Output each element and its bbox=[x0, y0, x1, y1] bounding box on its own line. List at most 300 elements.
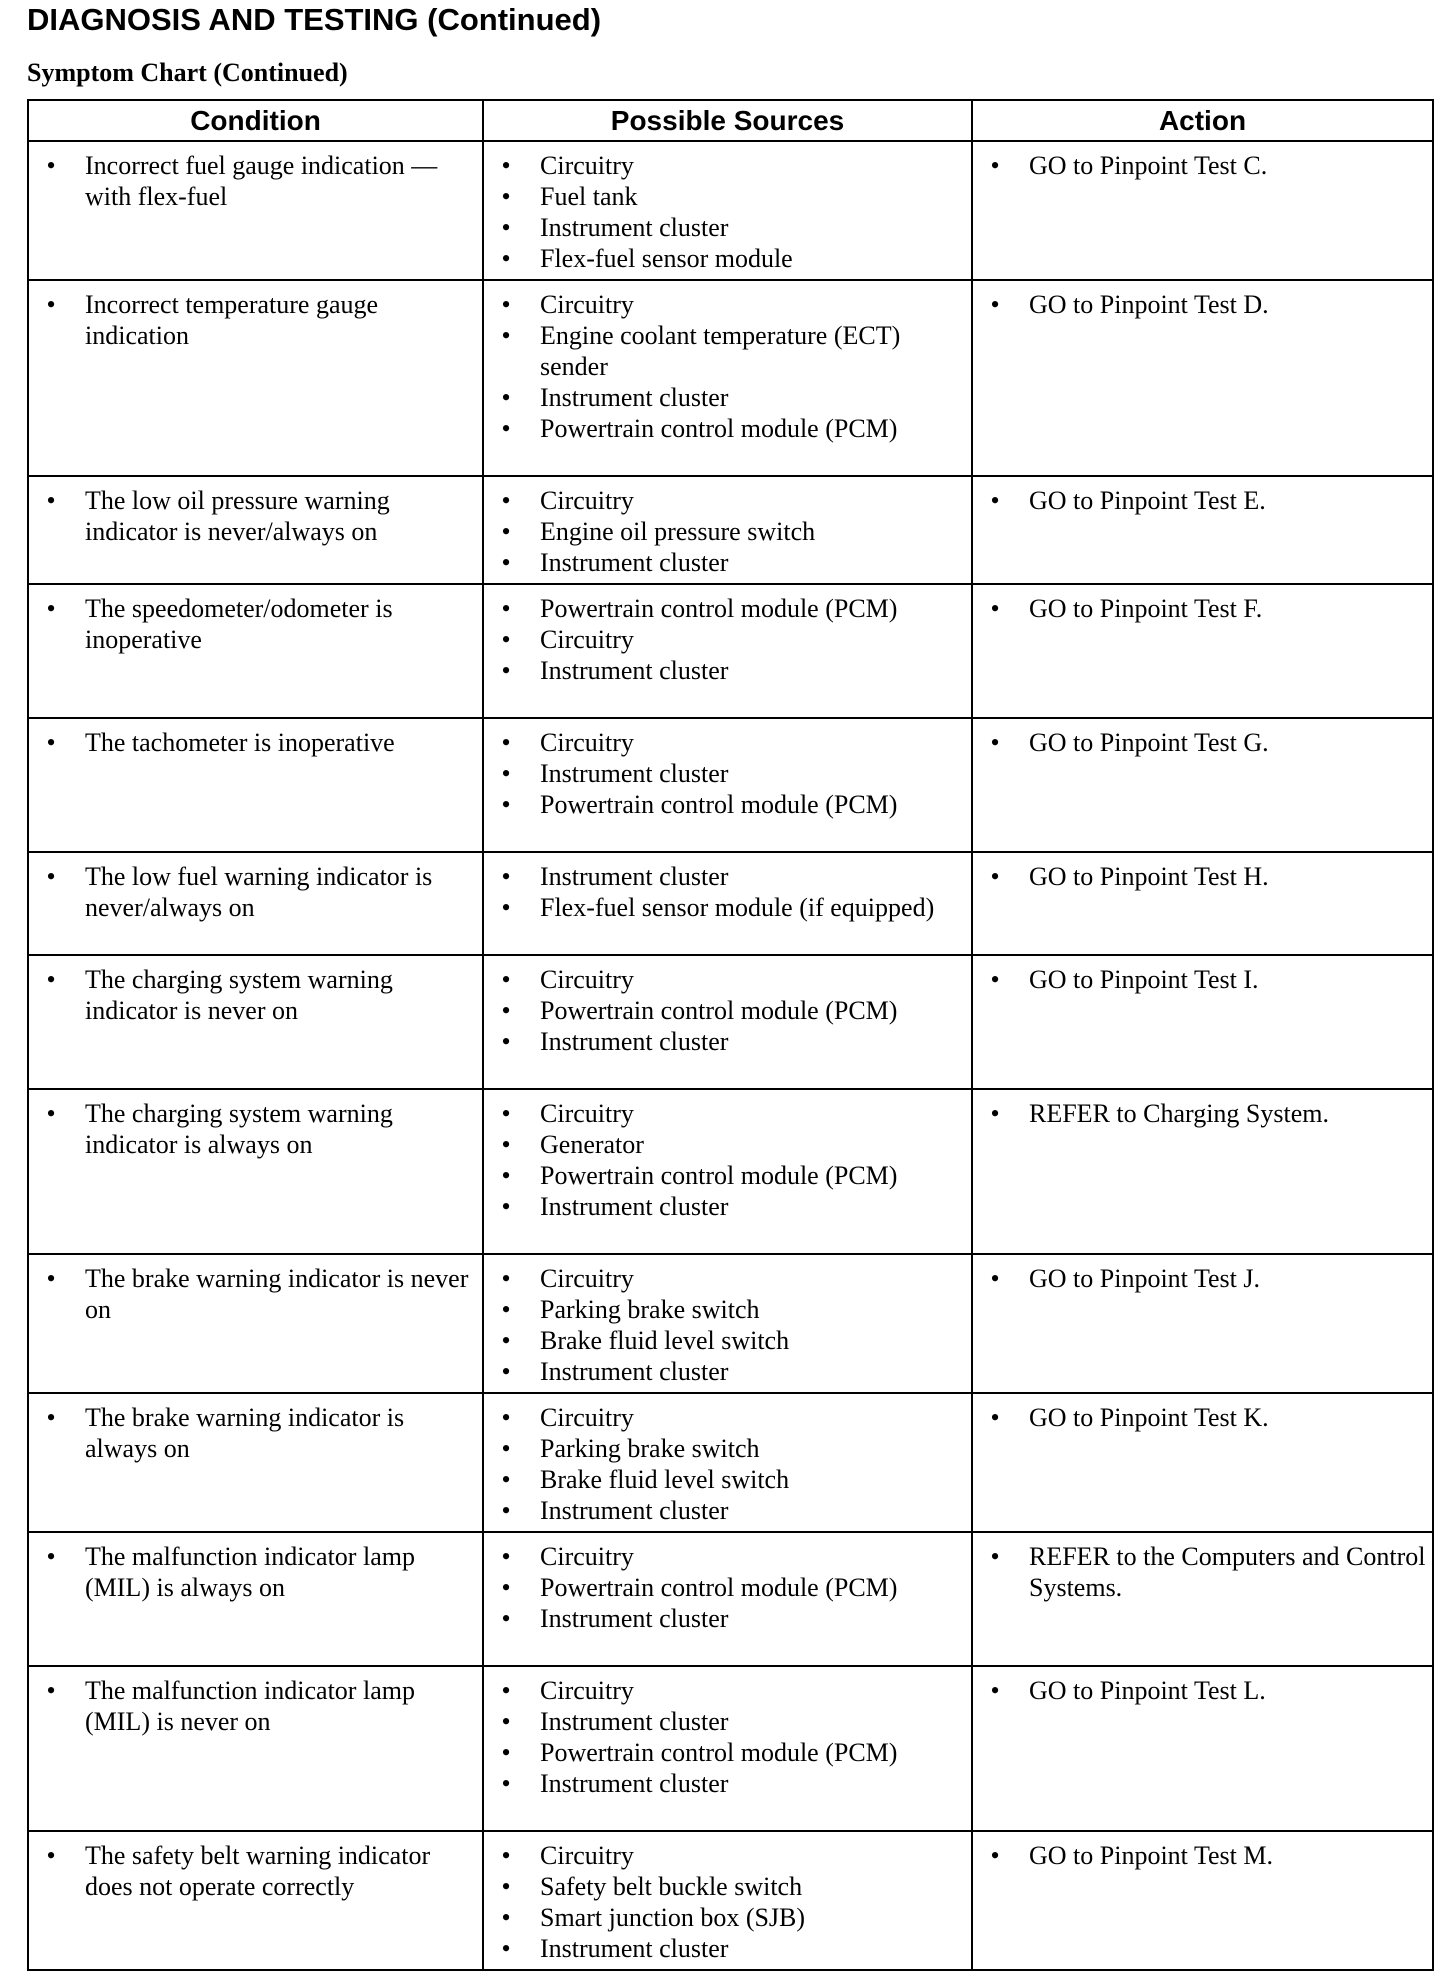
bullet-list bbox=[973, 719, 1432, 763]
bullet-list bbox=[29, 585, 482, 660]
source-item bbox=[484, 413, 965, 444]
source-item-text: Circuitry bbox=[540, 151, 634, 180]
bullet-icon: • bbox=[501, 517, 511, 546]
bullet-icon: • bbox=[990, 151, 1000, 180]
bullet-icon: • bbox=[990, 290, 1000, 319]
table-row bbox=[28, 1254, 1433, 1393]
bullet-icon: • bbox=[501, 1264, 511, 1293]
bullet-icon: • bbox=[501, 1841, 511, 1870]
source-item-text: Circuitry bbox=[540, 1676, 634, 1705]
bullet-list bbox=[484, 585, 971, 691]
bullet-icon: • bbox=[990, 862, 1000, 891]
condition-item bbox=[29, 1840, 476, 1902]
bullet-icon: • bbox=[46, 728, 56, 757]
condition-item-text: Incorrect fuel gauge indication — with flex-fuel bbox=[85, 151, 438, 211]
source-item-text: Circuitry bbox=[540, 1264, 634, 1293]
table-row bbox=[28, 1089, 1433, 1254]
bullet-icon: • bbox=[501, 1707, 511, 1736]
bullet-icon: • bbox=[501, 893, 511, 922]
action-cell bbox=[972, 852, 1433, 955]
column-header-condition: Condition bbox=[28, 100, 483, 141]
source-item bbox=[484, 1706, 965, 1737]
bullet-list bbox=[29, 477, 482, 552]
possible-sources-cell bbox=[483, 1393, 972, 1532]
source-item-text: Instrument cluster bbox=[540, 1357, 729, 1386]
bullet-icon: • bbox=[46, 1676, 56, 1705]
bullet-icon: • bbox=[501, 759, 511, 788]
source-item-text: Instrument cluster bbox=[540, 1934, 729, 1963]
action-cell bbox=[972, 718, 1433, 852]
action-cell bbox=[972, 584, 1433, 718]
source-item bbox=[484, 655, 965, 686]
source-item-text: Instrument cluster bbox=[540, 1604, 729, 1633]
action-item-text: GO to Pinpoint Test H. bbox=[1029, 862, 1269, 891]
source-item bbox=[484, 1160, 965, 1191]
bullet-list bbox=[484, 1667, 971, 1804]
bullet-icon: • bbox=[501, 1738, 511, 1767]
action-item-text: REFER to the Computers and Control Systems. bbox=[1029, 1542, 1426, 1602]
source-item-text: Instrument cluster bbox=[540, 656, 729, 685]
bullet-icon: • bbox=[501, 1027, 511, 1056]
source-item-text: Instrument cluster bbox=[540, 1769, 729, 1798]
bullet-list bbox=[29, 281, 482, 356]
source-item-text: Powertrain control module (PCM) bbox=[540, 790, 898, 819]
source-item-text: Circuitry bbox=[540, 1099, 634, 1128]
source-item-text: Powertrain control module (PCM) bbox=[540, 414, 898, 443]
source-item bbox=[484, 624, 965, 655]
possible-sources-cell bbox=[483, 1254, 972, 1393]
bullet-list bbox=[484, 956, 971, 1062]
bullet-list bbox=[29, 1667, 482, 1742]
bullet-icon: • bbox=[501, 1542, 511, 1571]
source-item bbox=[484, 1603, 965, 1634]
source-item-text: Powertrain control module (PCM) bbox=[540, 1161, 898, 1190]
bullet-icon: • bbox=[501, 862, 511, 891]
bullet-icon: • bbox=[46, 290, 56, 319]
source-item bbox=[484, 1737, 965, 1768]
bullet-icon: • bbox=[501, 1326, 511, 1355]
bullet-icon: • bbox=[501, 321, 511, 350]
condition-item-text: The speedometer/odometer is inoperative bbox=[85, 594, 393, 654]
source-item-text: Instrument cluster bbox=[540, 759, 729, 788]
bullet-list bbox=[29, 853, 482, 928]
source-item bbox=[484, 1675, 965, 1706]
source-item bbox=[484, 150, 965, 181]
source-item-text: Circuitry bbox=[540, 1841, 634, 1870]
bullet-icon: • bbox=[501, 244, 511, 273]
bullet-icon: • bbox=[501, 965, 511, 994]
bullet-list bbox=[973, 142, 1432, 186]
source-item bbox=[484, 1325, 965, 1356]
bullet-list bbox=[484, 477, 971, 583]
bullet-icon: • bbox=[501, 1573, 511, 1602]
bullet-icon: • bbox=[46, 1403, 56, 1432]
source-item bbox=[484, 1768, 965, 1799]
table-row bbox=[28, 852, 1433, 955]
bullet-icon: • bbox=[46, 151, 56, 180]
bullet-icon: • bbox=[46, 1542, 56, 1571]
source-item-text: Smart junction box (SJB) bbox=[540, 1903, 806, 1932]
action-item-text: GO to Pinpoint Test D. bbox=[1029, 290, 1269, 319]
bullet-icon: • bbox=[990, 486, 1000, 515]
column-header-possible-sources: Possible Sources bbox=[483, 100, 972, 141]
action-item bbox=[973, 1263, 1426, 1294]
possible-sources-cell bbox=[483, 476, 972, 584]
condition-cell bbox=[28, 955, 483, 1089]
bullet-list bbox=[484, 281, 971, 449]
bullet-icon: • bbox=[501, 1604, 511, 1633]
action-cell bbox=[972, 955, 1433, 1089]
action-item bbox=[973, 289, 1426, 320]
bullet-icon: • bbox=[501, 1403, 511, 1432]
action-cell bbox=[972, 1254, 1433, 1393]
possible-sources-cell bbox=[483, 141, 972, 280]
condition-cell bbox=[28, 141, 483, 280]
source-item-text: Instrument cluster bbox=[540, 1496, 729, 1525]
source-item bbox=[484, 1902, 965, 1933]
bullet-icon: • bbox=[501, 548, 511, 577]
possible-sources-cell bbox=[483, 1089, 972, 1254]
condition-item-text: The malfunction indicator lamp (MIL) is always on bbox=[85, 1542, 415, 1602]
action-item bbox=[973, 485, 1426, 516]
bullet-list bbox=[484, 1832, 971, 1969]
bullet-icon: • bbox=[46, 965, 56, 994]
source-item bbox=[484, 1026, 965, 1057]
source-item bbox=[484, 1402, 965, 1433]
possible-sources-cell bbox=[483, 955, 972, 1089]
bullet-icon: • bbox=[990, 1264, 1000, 1293]
action-cell bbox=[972, 476, 1433, 584]
condition-item bbox=[29, 1098, 476, 1160]
bullet-icon: • bbox=[501, 383, 511, 412]
bullet-icon: • bbox=[990, 1841, 1000, 1870]
source-item-text: Instrument cluster bbox=[540, 862, 729, 891]
bullet-list bbox=[29, 1255, 482, 1330]
action-item-text: GO to Pinpoint Test I. bbox=[1029, 965, 1259, 994]
bullet-icon: • bbox=[501, 414, 511, 443]
condition-item-text: The charging system warning indicator is never on bbox=[85, 965, 393, 1025]
bullet-icon: • bbox=[46, 1264, 56, 1293]
condition-item-text: The brake warning indicator is never on bbox=[85, 1264, 469, 1324]
source-item bbox=[484, 1541, 965, 1572]
action-item bbox=[973, 1541, 1426, 1603]
source-item bbox=[484, 289, 965, 320]
source-item-text: Circuitry bbox=[540, 1542, 634, 1571]
bullet-list bbox=[973, 585, 1432, 629]
bullet-icon: • bbox=[501, 1099, 511, 1128]
bullet-list bbox=[973, 853, 1432, 897]
source-item-text: Circuitry bbox=[540, 290, 634, 319]
bullet-icon: • bbox=[501, 790, 511, 819]
bullet-icon: • bbox=[990, 1099, 1000, 1128]
source-item bbox=[484, 1495, 965, 1526]
condition-item bbox=[29, 727, 476, 758]
action-cell bbox=[972, 1393, 1433, 1532]
table-row bbox=[28, 141, 1433, 280]
source-item-text: Safety belt buckle switch bbox=[540, 1872, 803, 1901]
header-row bbox=[28, 100, 1433, 141]
source-item-text: Instrument cluster bbox=[540, 1192, 729, 1221]
bullet-list bbox=[484, 719, 971, 825]
table-row bbox=[28, 1393, 1433, 1532]
condition-item bbox=[29, 861, 476, 923]
source-item-text: Powertrain control module (PCM) bbox=[540, 1573, 898, 1602]
bullet-icon: • bbox=[501, 290, 511, 319]
bullet-icon: • bbox=[990, 728, 1000, 757]
source-item-text: Instrument cluster bbox=[540, 383, 729, 412]
action-item-text: GO to Pinpoint Test K. bbox=[1029, 1403, 1269, 1432]
bullet-list bbox=[484, 1394, 971, 1531]
source-item bbox=[484, 758, 965, 789]
action-item-text: GO to Pinpoint Test M. bbox=[1029, 1841, 1274, 1870]
source-item-text: Flex-fuel sensor module (if equipped) bbox=[540, 893, 935, 922]
bullet-icon: • bbox=[46, 1099, 56, 1128]
source-item bbox=[484, 1356, 965, 1387]
source-item-text: Powertrain control module (PCM) bbox=[540, 594, 898, 623]
table-row bbox=[28, 476, 1433, 584]
action-item bbox=[973, 861, 1426, 892]
bullet-icon: • bbox=[990, 594, 1000, 623]
condition-cell bbox=[28, 1089, 483, 1254]
source-item-text: Instrument cluster bbox=[540, 1027, 729, 1056]
bullet-list bbox=[29, 1090, 482, 1165]
source-item bbox=[484, 1840, 965, 1871]
condition-item bbox=[29, 593, 476, 655]
table-header bbox=[28, 100, 1433, 141]
action-cell bbox=[972, 1666, 1433, 1831]
action-item bbox=[973, 1840, 1426, 1871]
action-cell bbox=[972, 1089, 1433, 1254]
action-item-text: GO to Pinpoint Test G. bbox=[1029, 728, 1269, 757]
source-item bbox=[484, 320, 965, 382]
condition-cell bbox=[28, 1254, 483, 1393]
possible-sources-cell bbox=[483, 718, 972, 852]
source-item-text: Brake fluid level switch bbox=[540, 1326, 790, 1355]
source-item-text: Parking brake switch bbox=[540, 1295, 760, 1324]
bullet-list bbox=[973, 956, 1432, 1000]
bullet-icon: • bbox=[46, 486, 56, 515]
bullet-icon: • bbox=[46, 594, 56, 623]
bullet-list bbox=[29, 1832, 482, 1907]
bullet-list bbox=[484, 1255, 971, 1392]
bullet-icon: • bbox=[46, 862, 56, 891]
source-item-text: Engine oil pressure switch bbox=[540, 517, 816, 546]
condition-cell bbox=[28, 280, 483, 476]
condition-item-text: The safety belt warning indicator does not operate correctly bbox=[85, 1841, 431, 1901]
bullet-icon: • bbox=[501, 656, 511, 685]
bullet-list bbox=[973, 477, 1432, 521]
source-item bbox=[484, 1129, 965, 1160]
condition-item-text: The tachometer is inoperative bbox=[85, 728, 395, 757]
source-item bbox=[484, 1294, 965, 1325]
source-item-text: Circuitry bbox=[540, 486, 634, 515]
source-item-text: Instrument cluster bbox=[540, 548, 729, 577]
action-item-text: GO to Pinpoint Test L. bbox=[1029, 1676, 1266, 1705]
possible-sources-cell bbox=[483, 280, 972, 476]
source-item bbox=[484, 789, 965, 820]
condition-cell bbox=[28, 1393, 483, 1532]
source-item-text: Parking brake switch bbox=[540, 1434, 760, 1463]
condition-cell bbox=[28, 1831, 483, 1970]
source-item-text: Powertrain control module (PCM) bbox=[540, 1738, 898, 1767]
source-item-text: Fuel tank bbox=[540, 182, 638, 211]
bullet-list bbox=[484, 853, 971, 928]
action-item bbox=[973, 150, 1426, 181]
condition-item bbox=[29, 964, 476, 1026]
action-item bbox=[973, 964, 1426, 995]
bullet-icon: • bbox=[501, 1676, 511, 1705]
symptom-chart-table bbox=[27, 99, 1434, 1971]
action-item bbox=[973, 1098, 1426, 1129]
bullet-icon: • bbox=[501, 213, 511, 242]
bullet-list bbox=[29, 142, 482, 217]
bullet-icon: • bbox=[501, 182, 511, 211]
bullet-icon: • bbox=[501, 1130, 511, 1159]
bullet-icon: • bbox=[990, 1403, 1000, 1432]
condition-item bbox=[29, 289, 476, 351]
condition-item-text: The brake warning indicator is always on bbox=[85, 1403, 405, 1463]
table-row bbox=[28, 718, 1433, 852]
bullet-icon: • bbox=[501, 728, 511, 757]
condition-cell bbox=[28, 584, 483, 718]
bullet-icon: • bbox=[501, 151, 511, 180]
source-item bbox=[484, 181, 965, 212]
bullet-list bbox=[973, 1832, 1432, 1876]
bullet-icon: • bbox=[501, 1161, 511, 1190]
table-row bbox=[28, 1666, 1433, 1831]
condition-item bbox=[29, 1541, 476, 1603]
source-item bbox=[484, 1433, 965, 1464]
bullet-list bbox=[973, 1533, 1432, 1608]
possible-sources-cell bbox=[483, 1831, 972, 1970]
action-cell bbox=[972, 1831, 1433, 1970]
condition-cell bbox=[28, 1532, 483, 1666]
bullet-list bbox=[484, 1533, 971, 1639]
bullet-icon: • bbox=[501, 1357, 511, 1386]
bullet-list bbox=[973, 281, 1432, 325]
bullet-icon: • bbox=[501, 486, 511, 515]
table-row bbox=[28, 1831, 1433, 1970]
source-item bbox=[484, 516, 965, 547]
bullet-icon: • bbox=[501, 1872, 511, 1901]
bullet-list bbox=[973, 1090, 1432, 1134]
source-item bbox=[484, 485, 965, 516]
bullet-list bbox=[973, 1255, 1432, 1299]
action-cell bbox=[972, 1532, 1433, 1666]
condition-cell bbox=[28, 1666, 483, 1831]
condition-cell bbox=[28, 718, 483, 852]
condition-item bbox=[29, 485, 476, 547]
action-item bbox=[973, 593, 1426, 624]
source-item bbox=[484, 1098, 965, 1129]
condition-item-text: Incorrect temperature gauge indication bbox=[85, 290, 379, 350]
condition-item-text: The charging system warning indicator is always on bbox=[85, 1099, 393, 1159]
source-item bbox=[484, 1572, 965, 1603]
source-item-text: Circuitry bbox=[540, 965, 634, 994]
source-item bbox=[484, 727, 965, 758]
condition-cell bbox=[28, 852, 483, 955]
bullet-icon: • bbox=[501, 1434, 511, 1463]
source-item-text: Circuitry bbox=[540, 1403, 634, 1432]
source-item bbox=[484, 547, 965, 578]
source-item bbox=[484, 1263, 965, 1294]
source-item bbox=[484, 1933, 965, 1964]
bullet-list bbox=[484, 142, 971, 279]
source-item-text: Generator bbox=[540, 1130, 644, 1159]
bullet-icon: • bbox=[501, 1496, 511, 1525]
bullet-icon: • bbox=[501, 625, 511, 654]
action-item-text: GO to Pinpoint Test J. bbox=[1029, 1264, 1261, 1293]
action-item bbox=[973, 727, 1426, 758]
table-body bbox=[28, 141, 1433, 1970]
bullet-icon: • bbox=[46, 1841, 56, 1870]
bullet-icon: • bbox=[501, 996, 511, 1025]
source-item-text: Circuitry bbox=[540, 728, 634, 757]
action-cell bbox=[972, 141, 1433, 280]
table-row bbox=[28, 584, 1433, 718]
source-item bbox=[484, 1871, 965, 1902]
source-item bbox=[484, 1464, 965, 1495]
bullet-icon: • bbox=[990, 1676, 1000, 1705]
source-item bbox=[484, 964, 965, 995]
source-item-text: Instrument cluster bbox=[540, 1707, 729, 1736]
source-item bbox=[484, 892, 965, 923]
source-item bbox=[484, 382, 965, 413]
source-item-text: Flex-fuel sensor module bbox=[540, 244, 793, 273]
bullet-icon: • bbox=[990, 965, 1000, 994]
bullet-list bbox=[484, 1090, 971, 1227]
bullet-icon: • bbox=[501, 1295, 511, 1324]
source-item-text: Engine coolant temperature (ECT) sender bbox=[540, 321, 901, 381]
table-row bbox=[28, 280, 1433, 476]
source-item-text: Powertrain control module (PCM) bbox=[540, 996, 898, 1025]
bullet-icon: • bbox=[501, 1769, 511, 1798]
action-item-text: GO to Pinpoint Test E. bbox=[1029, 486, 1266, 515]
source-item bbox=[484, 593, 965, 624]
condition-item-text: The low fuel warning indicator is never/always on bbox=[85, 862, 433, 922]
action-cell bbox=[972, 280, 1433, 476]
condition-item-text: The malfunction indicator lamp (MIL) is never on bbox=[85, 1676, 415, 1736]
source-item bbox=[484, 995, 965, 1026]
bullet-list bbox=[973, 1394, 1432, 1438]
condition-item bbox=[29, 150, 476, 212]
bullet-list bbox=[29, 956, 482, 1031]
bullet-icon: • bbox=[501, 1934, 511, 1963]
section-subtitle: Symptom Chart (Continued) bbox=[27, 58, 348, 87]
page-title: DIAGNOSIS AND TESTING (Continued) bbox=[27, 2, 602, 37]
source-item bbox=[484, 212, 965, 243]
condition-cell bbox=[28, 476, 483, 584]
condition-item bbox=[29, 1402, 476, 1464]
possible-sources-cell bbox=[483, 852, 972, 955]
bullet-list bbox=[29, 1394, 482, 1469]
condition-item bbox=[29, 1675, 476, 1737]
bullet-list bbox=[973, 1667, 1432, 1711]
bullet-icon: • bbox=[501, 1465, 511, 1494]
source-item bbox=[484, 1191, 965, 1222]
bullet-list bbox=[29, 719, 482, 763]
source-item-text: Brake fluid level switch bbox=[540, 1465, 790, 1494]
bullet-icon: • bbox=[501, 594, 511, 623]
column-header-action: Action bbox=[972, 100, 1433, 141]
condition-item-text: The low oil pressure warning indicator is never/always on bbox=[85, 486, 390, 546]
possible-sources-cell bbox=[483, 1666, 972, 1831]
bullet-icon: • bbox=[501, 1903, 511, 1932]
action-item bbox=[973, 1402, 1426, 1433]
action-item-text: REFER to Charging System. bbox=[1029, 1099, 1329, 1128]
bullet-icon: • bbox=[990, 1542, 1000, 1571]
condition-item bbox=[29, 1263, 476, 1325]
